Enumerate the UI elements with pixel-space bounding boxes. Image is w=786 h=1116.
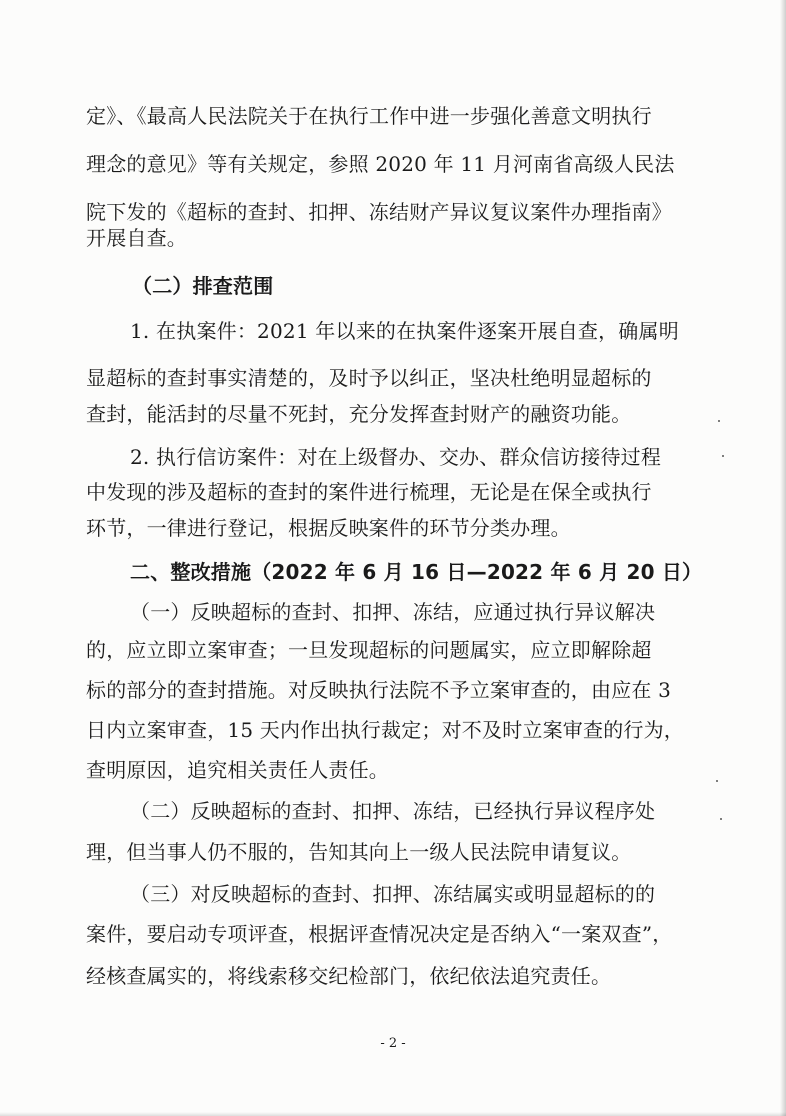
text-line: 理，但当事人仍不服的，告知其向上一级人民法院申请复议。 <box>86 840 632 864</box>
text-line: 院下发的《超标的查封、扣押、冻结财产异议复议案件办理指南》 <box>86 200 672 224</box>
text-line: 查封，能活封的尽量不死封，充分发挥查封财产的融资功能。 <box>86 402 632 426</box>
text-line: 日内立案审查，15 天内作出执行裁定；对不及时立案审查的行为， <box>86 718 685 742</box>
text-line: （一）反映超标的查封、扣押、冻结，应通过执行异议解决 <box>130 600 656 624</box>
text-line: 的，应立即立案审查；一旦发现超标的问题属实，应立即解除超 <box>86 638 652 662</box>
text-line: 案件，要启动专项评查，根据评查情况决定是否纳入“一案双查”， <box>86 922 673 946</box>
scan-speck <box>718 420 720 422</box>
text-line: 显超标的查封事实清楚的，及时予以纠正，坚决杜绝明显超标的 <box>86 366 652 390</box>
scan-speck <box>722 455 724 457</box>
scan-speck <box>716 780 718 782</box>
text-line: 2. 执行信访案件：对在上级督办、交办、群众信访接待过程 <box>130 445 662 469</box>
text-line: （三）对反映超标的查封、扣押、冻结属实或明显超标的的 <box>130 882 656 906</box>
scan-speck <box>720 818 722 820</box>
page-edge-shadow <box>780 0 786 1116</box>
page-bottom-shadow <box>0 1112 786 1116</box>
page-number: - 2 - <box>380 1036 406 1051</box>
section-heading: 二、整改措施（2022 年 6 月 16 日—2022 年 6 月 20 日） <box>130 560 703 584</box>
text-line: 定》、《最高人民法院关于在执行工作中进一步强化善意文明执行 <box>86 104 652 128</box>
text-line: 中发现的涉及超标的查封的案件进行梳理，无论是在保全或执行 <box>86 480 652 504</box>
text-line: 1. 在执案件：2021 年以来的在执案件逐案开展自查，确属明 <box>130 319 679 343</box>
text-line: 理念的意见》等有关规定，参照 2020 年 11 月河南省高级人民法 <box>86 152 675 176</box>
text-line: 开展自查。 <box>86 226 187 250</box>
section-heading: （二）排查范围 <box>132 274 274 298</box>
text-line: 查明原因，追究相关责任人责任。 <box>86 758 389 782</box>
text-line: 标的部分的查封措施。对反映执行法院不予立案审查的，由应在 3 <box>86 678 672 702</box>
text-line: 经核查属实的，将线索移交纪检部门，依纪依法追究责任。 <box>86 964 612 988</box>
text-line: （二）反映超标的查封、扣押、冻结，已经执行异议程序处 <box>130 799 656 823</box>
text-line: 环节，一律进行登记，根据反映案件的环节分类办理。 <box>86 516 571 540</box>
